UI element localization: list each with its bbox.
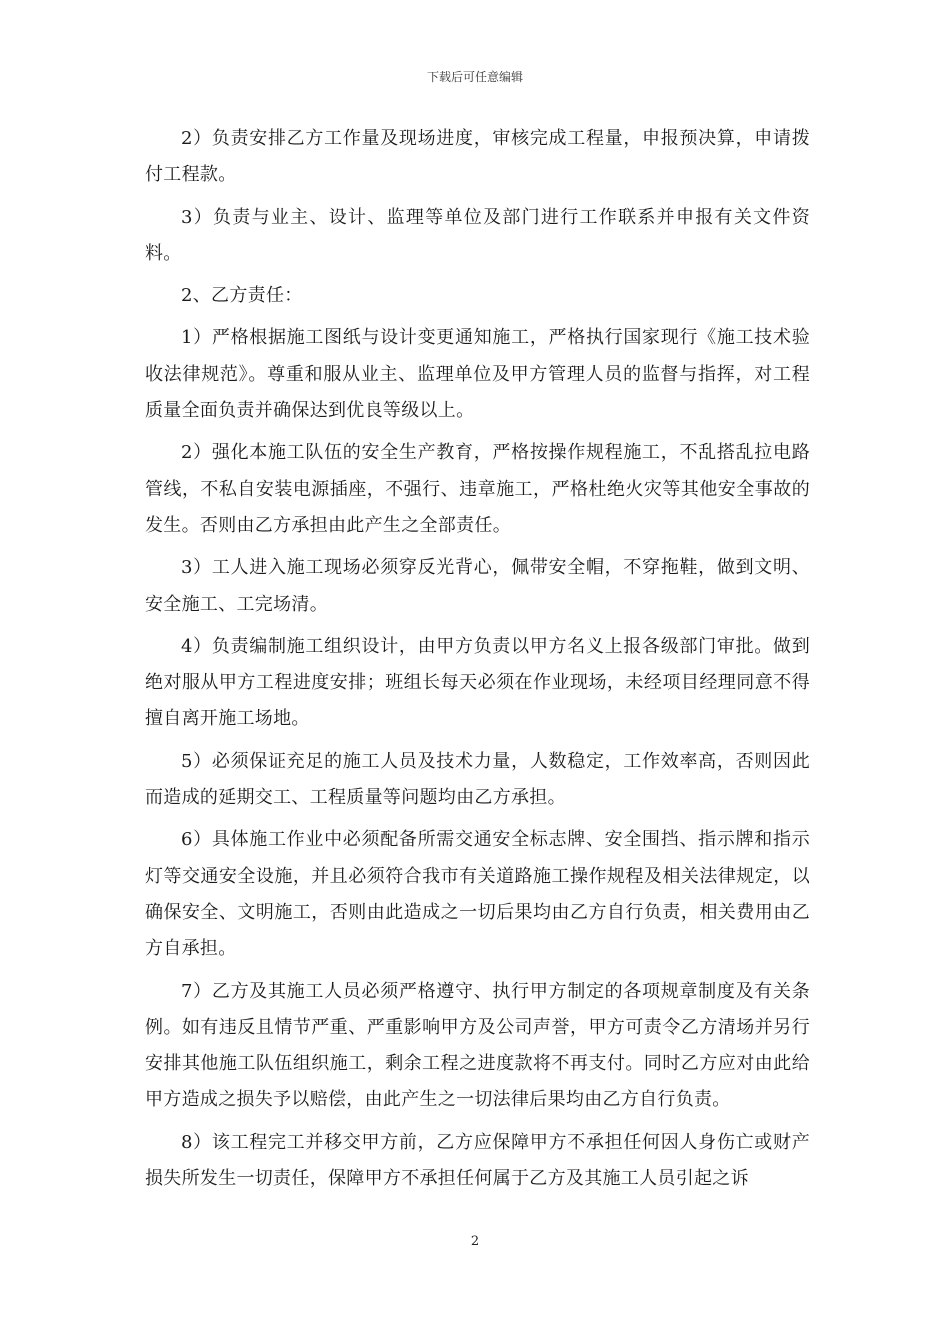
paragraph: 4）负责编制施工组织设计，由甲方负责以甲方名义上报各级部门审批。做到绝对服从甲方工程进度安排；班组长每天必须在作业现场，未经项目经理同意不得擅自离开施工场地。 xyxy=(145,635,810,730)
paragraph: 8）该工程完工并移交甲方前，乙方应保障甲方不承担任何因人身伤亡或财产损失所发生一切责任，保障甲方不承担任何属于乙方及其施工人员引起之诉 xyxy=(145,1131,810,1190)
page-header: 下载后可任意编辑 xyxy=(426,70,523,84)
paragraph: 5）必须保证充足的施工人员及技术力量，人数稳定，工作效率高，否则因此而造成的延期交工、工程质量等问题均由乙方承担。 xyxy=(145,750,810,809)
paragraph: 1）严格根据施工图纸与设计变更通知施工，严格执行国家现行《施工技术验收法律规范》。尊重和服从业主、监理单位及甲方管理人员的监督与指挥，对工程质量全面负责并确保达到优良等级以上。 xyxy=(145,327,810,422)
page-number: 2 xyxy=(470,1234,480,1249)
paragraph: 6）具体施工作业中必须配备所需交通安全标志牌、安全围挡、指示牌和指示灯等交通安全设施，并且必须符合我市有关道路施工操作规程及相关法律规定，以确保安全、文明施工，否则由此造成之一切后果均由乙方自行负责，相关费用由乙方自承担。 xyxy=(145,829,810,960)
paragraph: 3）负责与业主、设计、监理等单位及部门进行工作联系并申报有关文件资料。 xyxy=(145,206,810,264)
document-body xyxy=(145,121,810,1203)
section-heading: 2、乙方责任： xyxy=(181,285,303,307)
paragraph: 2）负责安排乙方工作量及现场进度，审核完成工程量，申报预决算，申请拨付工程款。 xyxy=(145,128,810,186)
paragraph: 3）工人进入施工现场必须穿反光背心，佩带安全帽，不穿拖鞋，做到文明、安全施工、工完场清。 xyxy=(145,557,810,615)
paragraph: 2）强化本施工队伍的安全生产教育，严格按操作规程施工，不乱搭乱拉电路管线，不私自安装电源插座，不强行、违章施工，严格杜绝火灾等其他安全事故的发生。否则由乙方承担由此产生之全部责任。 xyxy=(145,442,810,536)
paragraph: 7）乙方及其施工人员必须严格遵守、执行甲方制定的各项规章制度及有关条例。如有违反且情节严重、严重影响甲方及公司声誉，甲方可责令乙方清场并另行安排其他施工队伍组织施工，剩余工程之进度款将不再支付。同时乙方应对由此给甲方造成之损失予以赔偿，由此产生之一切法律后果均由乙方自行负责。 xyxy=(145,980,810,1111)
